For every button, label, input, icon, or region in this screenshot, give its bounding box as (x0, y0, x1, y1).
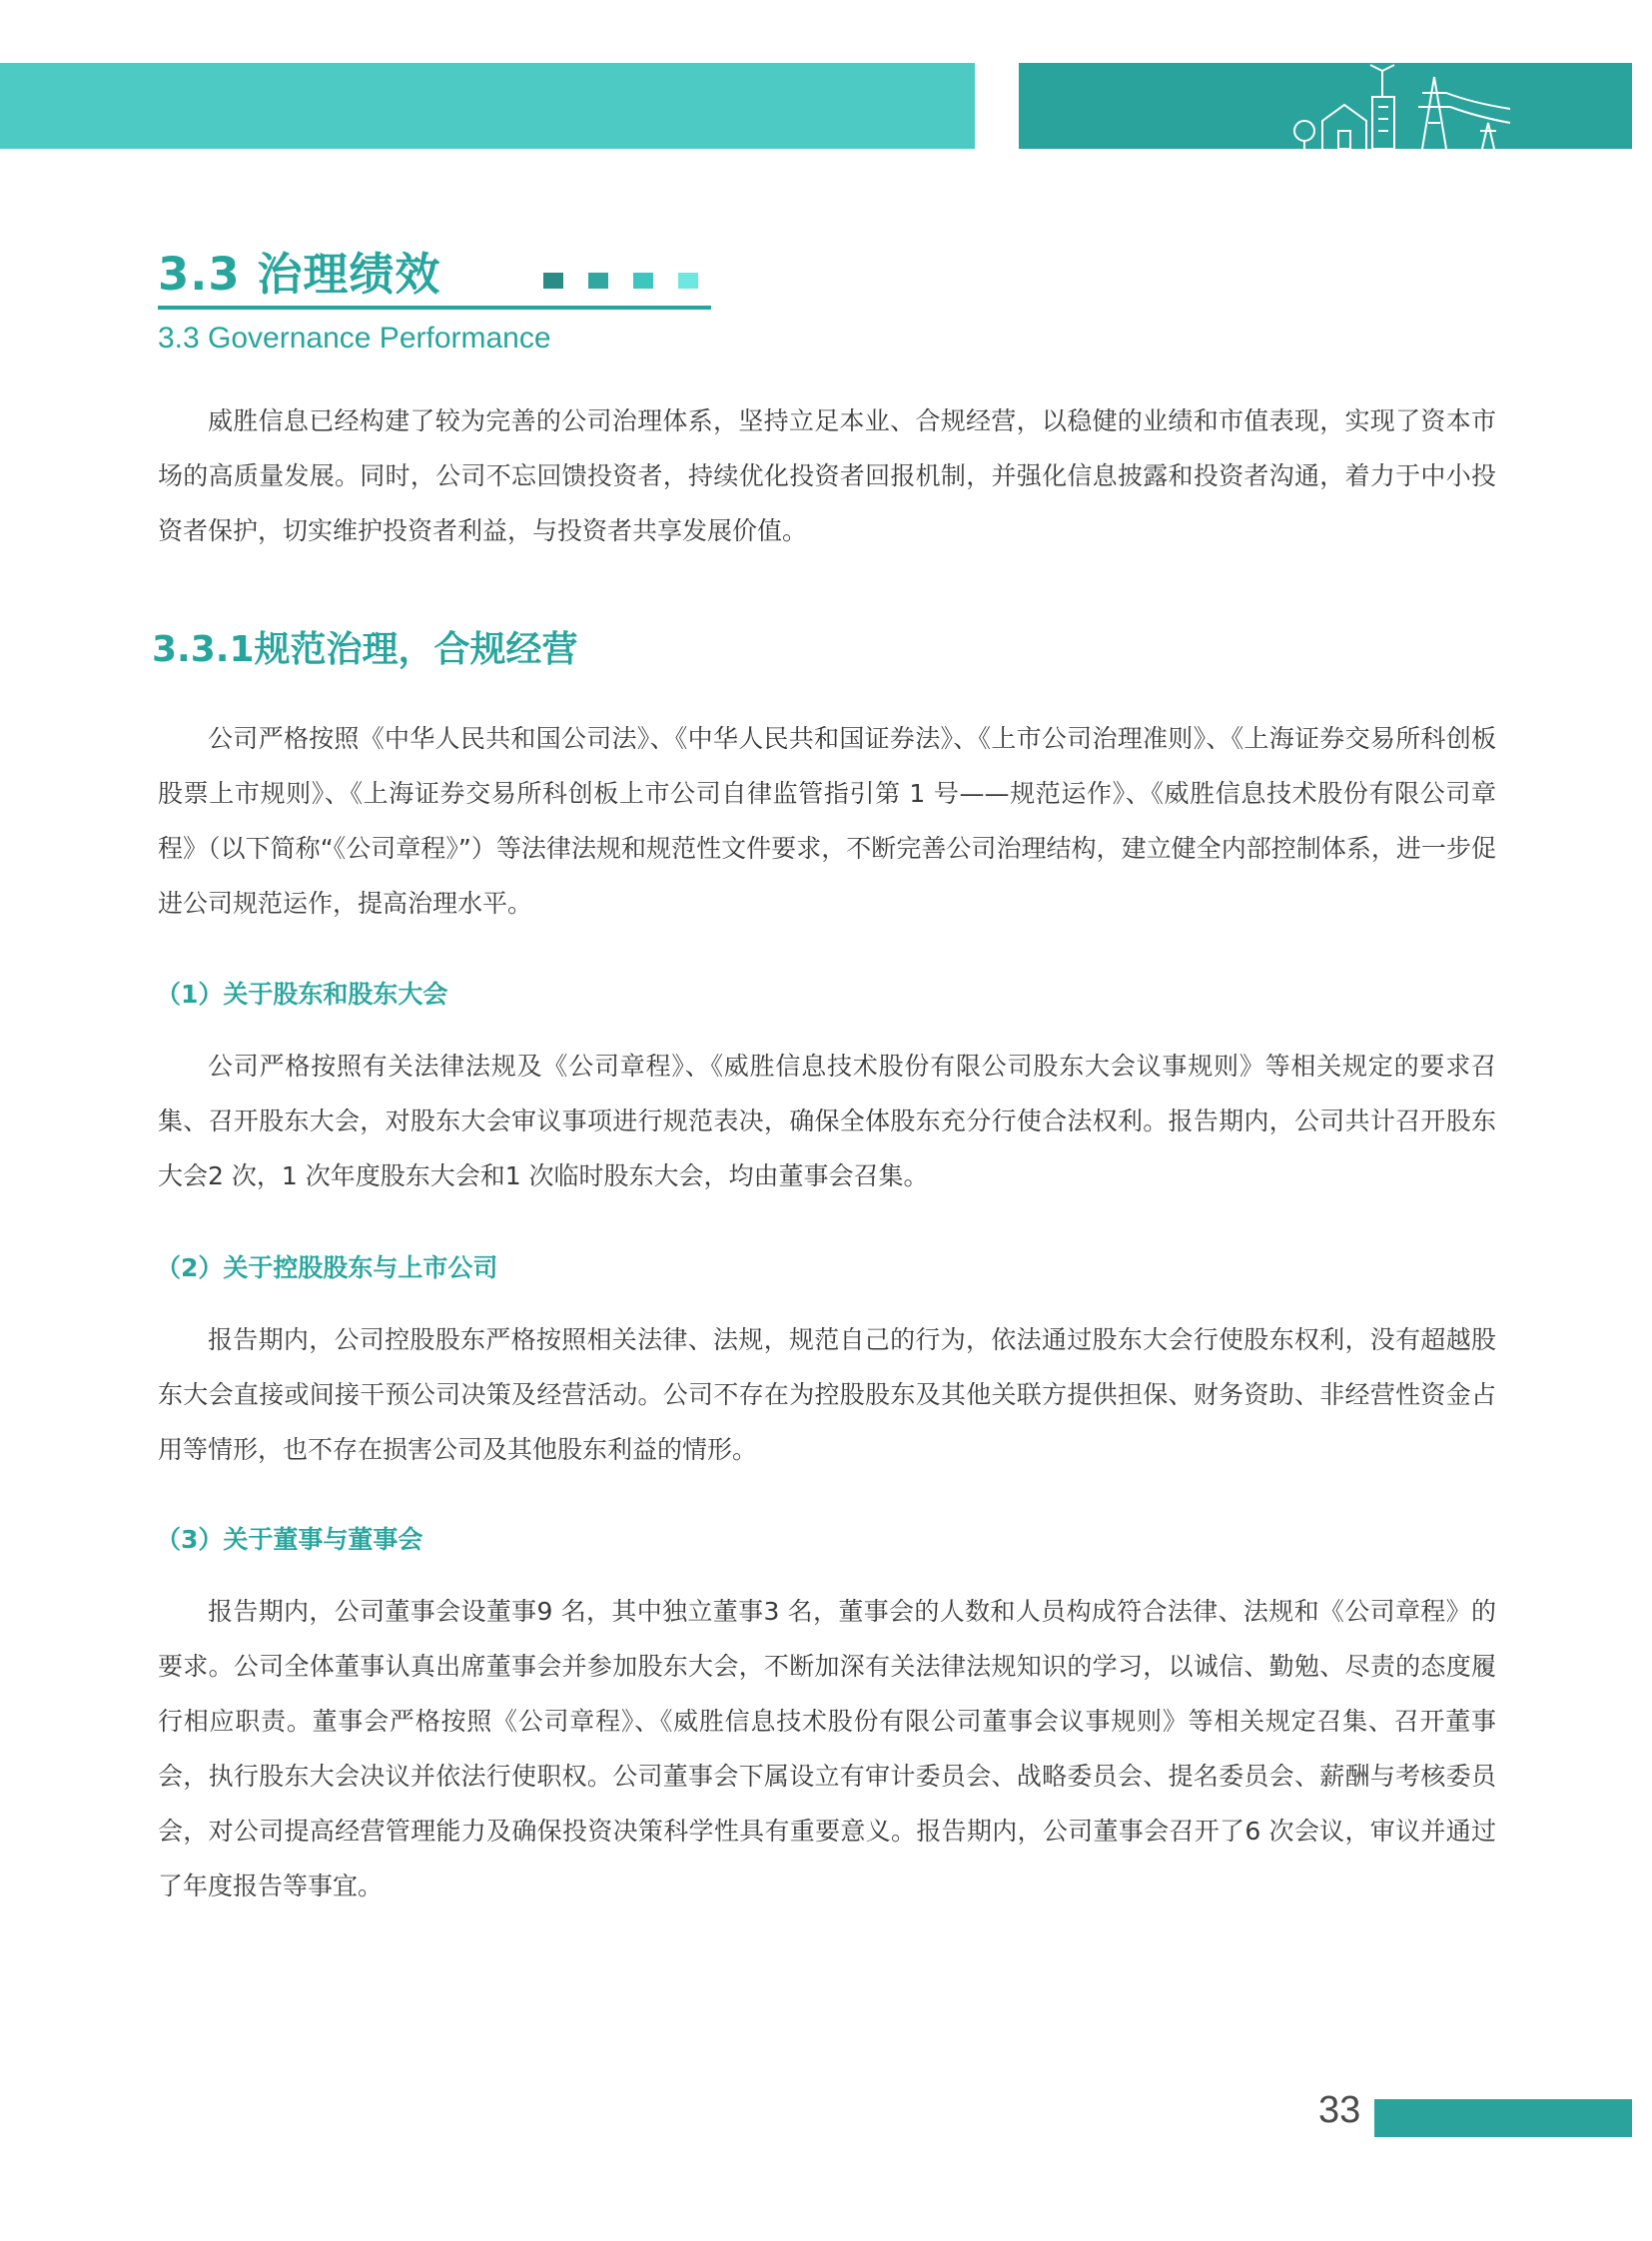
item-heading: （3）关于董事与董事会 (156, 1525, 423, 1554)
subsection-body-block (158, 711, 1496, 931)
item-paragraph: 公司严格按照有关法律法规及《公司章程》、《威胜信息技术股份有限公司股东大会议事规则》等相关规定的要求召集、召开股东大会，对股东大会审议事项进行规范表决，确保全体股东充分行使合法权利。报告期内，公司共计召开股东大会2 次，1 次年度股东大会和1 次临时股东大会，均由董事会召集。 (158, 1052, 1496, 1190)
city-skyline-power-tower-icon (1282, 63, 1512, 149)
title-decoration-squares (543, 273, 698, 289)
item-heading: （1）关于股东和股东大会 (156, 980, 448, 1009)
intro-paragraph: 威胜信息已经构建了较为完善的公司治理体系，坚持立足本业、合规经营，以稳健的业绩和市值表现，实现了资本市场的高质量发展。同时，公司不忘回馈投资者，持续优化投资者回报机制，并强化信息披露和投资者沟通，着力于中小投资者保护，切实维护投资者利益，与投资者共享发展价值。 (158, 406, 1496, 545)
section-title: 3.3 治理绩效 (158, 248, 441, 301)
item-heading: （2）关于控股股东与上市公司 (156, 1253, 498, 1282)
header-band-left (0, 63, 975, 149)
decor-square (588, 273, 608, 289)
header-band-right (1019, 63, 1632, 149)
item-body-block (158, 1039, 1496, 1203)
subsection-title: 3.3.1规范治理，合规经营 (152, 629, 578, 670)
footer-band (1374, 2099, 1632, 2137)
subsection-paragraph: 公司严格按照《中华人民共和国公司法》、《中华人民共和国证券法》、《上市公司治理准则》、《上海证券交易所科创板股票上市规则》、《上海证券交易所科创板上市公司自律监管指引第 1 号——规范运作》、《威胜信息技术股份有限公司章程》（以下简称“《公司章程》”）等法律法规和规范性文件要求，不断完善公司治理结构，建立健全内部控制体系，进一步促进公司规范运作，提高治理水平。 (158, 724, 1496, 918)
item-paragraph: 报告期内，公司董事会设董事9 名，其中独立董事3 名，董事会的人数和人员构成符合法律、法规和《公司章程》的要求。公司全体董事认真出席董事会并参加股东大会，不断加深有关法律法规知识的学习，以诚信、勤勉、尽责的态度履行相应职责。董事会严格按照《公司章程》、《威胜信息技术股份有限公司董事会议事规则》等相关规定召集、召开董事会，执行股东大会决议并依法行使职权。公司董事会下属设立有审计委员会、战略委员会、提名委员会、薪酬与考核委员会，对公司提高经营管理能力及确保投资决策科学性具有重要意义。报告期内，公司董事会召开了6 次会议，审议并通过了年度报告等事宜。 (158, 1597, 1496, 1900)
intro-block (158, 393, 1496, 558)
decor-square (633, 273, 653, 289)
section-subtitle: 3.3 Governance Performance (158, 322, 551, 355)
decor-square (678, 273, 698, 289)
item-body-block (158, 1312, 1496, 1477)
page-number: 33 (1318, 2089, 1361, 2131)
title-underline (158, 306, 711, 310)
decor-square (543, 273, 563, 289)
item-body-block (158, 1584, 1496, 1913)
item-paragraph: 报告期内，公司控股股东严格按照相关法律、法规，规范自己的行为，依法通过股东大会行使股东权利，没有超越股东大会直接或间接干预公司决策及经营活动。公司不存在为控股股东及其他关联方提供担保、财务资助、非经营性资金占用等情形，也不存在损害公司及其他股东利益的情形。 (158, 1325, 1496, 1464)
